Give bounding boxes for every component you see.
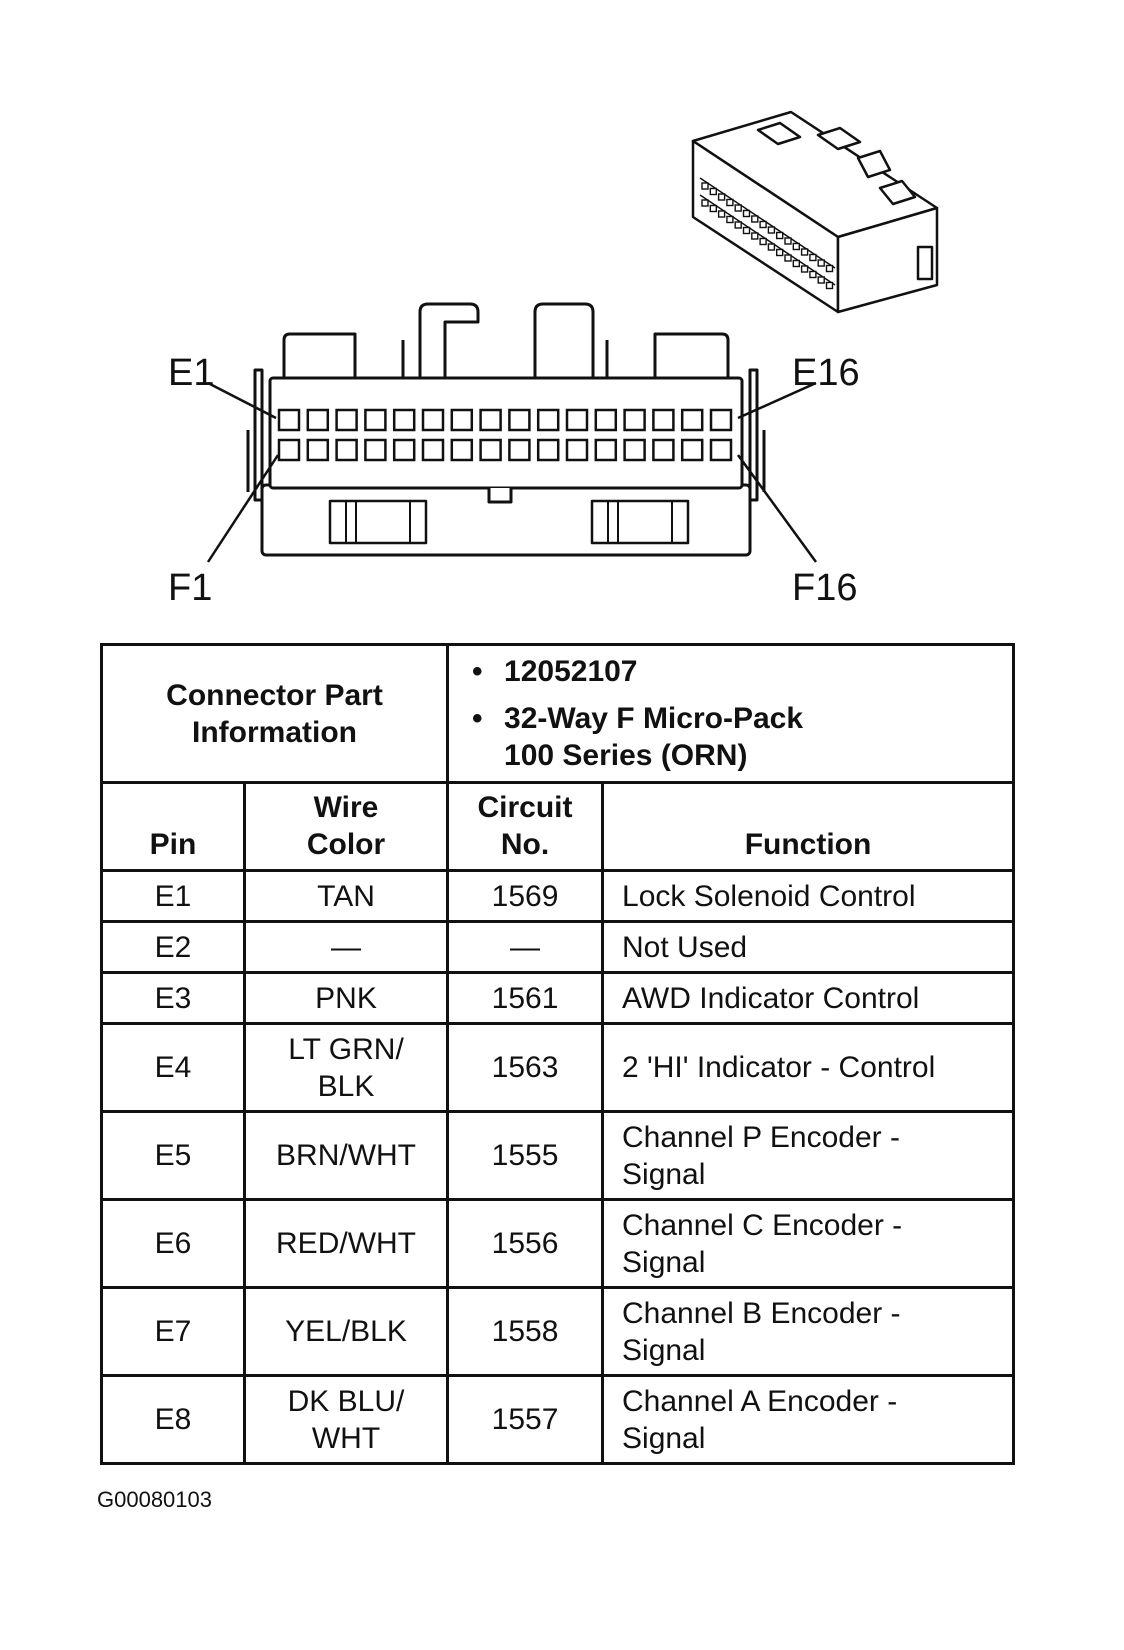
function-cell-text: Signal <box>622 1157 706 1191</box>
circuit-cell-text: 1558 <box>491 1315 559 1348</box>
3d-cavity <box>752 216 758 222</box>
function-cell <box>603 922 1014 973</box>
bullet: • <box>472 702 483 735</box>
pin-cell <box>102 871 245 922</box>
table-row <box>102 1376 1014 1464</box>
circuit-cell <box>448 1024 603 1112</box>
cavity-f1 <box>279 440 299 460</box>
pin-rows <box>102 871 1014 1464</box>
cavity-f8 <box>481 440 501 460</box>
table-row <box>102 922 1014 973</box>
cavity-f10 <box>538 440 558 460</box>
circuit-cell-text: 1569 <box>491 879 559 913</box>
3d-cavity <box>727 217 733 223</box>
3d-cavity <box>810 255 816 261</box>
3d-cavity <box>719 211 725 217</box>
pin-cell-text: E8 <box>154 1403 192 1436</box>
wire-color-cell <box>245 1288 448 1376</box>
bullet: • <box>472 655 483 688</box>
3d-cavity <box>768 244 774 250</box>
wire-color-cell-text: BRN/WHT <box>276 1139 416 1172</box>
connector-diagram <box>0 0 1124 640</box>
cavity-f12 <box>596 440 616 460</box>
3d-cavity <box>752 233 758 239</box>
wire-color-cell-text: BLK <box>317 1069 375 1103</box>
column-header-function: Function <box>603 783 1014 871</box>
wire-color-cell-text: WHT <box>311 1421 381 1455</box>
3d-cavity <box>744 211 750 217</box>
column-header-circuit <box>448 783 603 871</box>
pin-cell <box>102 973 245 1024</box>
circuit-cell-text: — <box>510 930 541 964</box>
function-cell <box>603 1376 1014 1464</box>
3d-cavity <box>735 222 741 228</box>
part-description-line2: 100 Series (ORN) <box>504 739 748 772</box>
cavity-f4 <box>365 440 385 460</box>
function-cell <box>603 1112 1014 1200</box>
function-cell <box>603 1288 1014 1376</box>
pin-cell-text: E3 <box>154 981 192 1015</box>
pin-cell <box>102 1024 245 1112</box>
function-cell-text: AWD Indicator Control <box>622 981 920 1015</box>
cavity-e12 <box>596 410 616 430</box>
column-header-wire-color <box>245 783 448 871</box>
function-cell-text: Channel A Encoder - <box>622 1384 898 1418</box>
wire-color-cell-text: DK BLU/ <box>287 1384 405 1418</box>
part-info-label <box>102 645 448 783</box>
cavity-e7 <box>452 410 472 430</box>
wire-color-cell-text: LT GRN/ <box>288 1032 404 1066</box>
cavity-f9 <box>509 440 529 460</box>
cavity-e1 <box>279 410 299 430</box>
cavity-e16 <box>711 410 731 430</box>
function-cell-text: 2 'HI' Indicator - Control <box>622 1051 936 1084</box>
part-info-label-line2: Information <box>192 715 357 749</box>
part-info-value <box>448 645 1014 783</box>
cavity-f7 <box>452 440 472 460</box>
cavity-f13 <box>625 440 645 460</box>
function-cell-text: Signal <box>622 1421 706 1455</box>
3d-cavity <box>802 249 808 255</box>
pin-cell <box>102 1376 245 1464</box>
3d-cavity <box>827 283 833 289</box>
circuit-cell-text: 1563 <box>491 1051 559 1084</box>
cavity-f3 <box>337 440 357 460</box>
pin-label-e16: E16 <box>792 352 860 394</box>
circuit-cell-text: 1561 <box>491 981 559 1015</box>
wire-color-cell-text: PNK <box>315 981 377 1015</box>
function-cell-text: Signal <box>622 1333 706 1367</box>
pin-label-e1: E1 <box>168 352 215 394</box>
3d-cavity <box>719 194 725 200</box>
connector-table <box>100 643 1015 1465</box>
part-number: 12052107 <box>504 655 638 688</box>
3d-cavity <box>777 233 783 239</box>
pin-cell <box>102 1200 245 1288</box>
pin-cell <box>102 1112 245 1200</box>
cavity-f14 <box>653 440 673 460</box>
wire-color-cell <box>245 1112 448 1200</box>
circuit-cell <box>448 1376 603 1464</box>
pin-cell <box>102 922 245 973</box>
3d-cavity <box>702 200 708 206</box>
circuit-cell <box>448 1112 603 1200</box>
3d-cavity <box>827 266 833 272</box>
table-row <box>102 1288 1014 1376</box>
cavity-e13 <box>625 410 645 430</box>
pin-cell-text: E2 <box>154 930 192 964</box>
3d-cavity <box>785 255 791 261</box>
function-cell-text: Signal <box>622 1245 706 1279</box>
function-cell-text: Channel C Encoder - <box>622 1208 903 1242</box>
function-cell <box>603 1024 1014 1112</box>
circuit-cell <box>448 973 603 1024</box>
3d-cavity <box>777 250 783 256</box>
3d-cavity <box>744 228 750 234</box>
wire-color-cell-text: — <box>331 930 361 964</box>
table-row <box>102 1200 1014 1288</box>
pin-cell-text: E6 <box>154 1227 192 1260</box>
3d-cavity <box>810 272 816 278</box>
cavity-f15 <box>682 440 702 460</box>
wire-color-cell-text: TAN <box>317 879 375 913</box>
table-row <box>102 871 1014 922</box>
function-cell <box>603 1200 1014 1288</box>
3d-cavity <box>710 189 716 195</box>
circuit-cell <box>448 1200 603 1288</box>
cavity-e8 <box>481 410 501 430</box>
column-header-wire-line2: Color <box>306 828 386 861</box>
3d-cavity <box>768 227 774 233</box>
3d-cavity <box>818 260 824 266</box>
column-header-circuit-line2: No. <box>500 828 550 861</box>
part-description-line <box>472 700 1004 774</box>
figure-id: G00080103 <box>97 1487 212 1512</box>
3d-cavity <box>702 183 708 189</box>
cavity-f5 <box>394 440 414 460</box>
cavity-f11 <box>567 440 587 460</box>
circuit-cell <box>448 1288 603 1376</box>
3d-cavity <box>710 206 716 212</box>
table-row <box>102 973 1014 1024</box>
3d-cavity <box>727 200 733 206</box>
table-row <box>102 1112 1014 1200</box>
column-header-pin: Pin <box>102 783 245 871</box>
column-header-circuit-line1: Circuit <box>477 791 573 824</box>
column-header-wire-line1: Wire <box>313 791 379 824</box>
pin-cell <box>102 1288 245 1376</box>
circuit-cell <box>448 871 603 922</box>
cavity-f6 <box>423 440 443 460</box>
circuit-cell <box>448 922 603 973</box>
circuit-cell-text: 1557 <box>491 1403 559 1436</box>
part-description-line1: 32-Way F Micro-Pack <box>504 702 804 735</box>
cavity-e15 <box>682 410 702 430</box>
cavity-e10 <box>538 410 558 430</box>
function-cell-text: Channel B Encoder - <box>622 1296 901 1330</box>
wire-color-cell <box>245 1200 448 1288</box>
cavity-e5 <box>394 410 414 430</box>
circuit-cell-text: 1555 <box>491 1139 559 1172</box>
column-header-row <box>102 783 1014 871</box>
cavity-e2 <box>308 410 328 430</box>
function-cell <box>603 871 1014 922</box>
part-info-row <box>102 645 1014 783</box>
pin-cell-text: E4 <box>154 1051 192 1084</box>
3d-cavity <box>760 239 766 245</box>
table-row <box>102 1024 1014 1112</box>
part-info-label-line1: Connector Part <box>166 678 383 712</box>
pin-cell-text: E5 <box>154 1139 192 1172</box>
circuit-cell-text: 1556 <box>491 1227 559 1260</box>
wire-color-cell <box>245 1024 448 1112</box>
cavity-e3 <box>337 410 357 430</box>
function-cell-text: Not Used <box>622 930 748 964</box>
3d-cavity <box>785 238 791 244</box>
wire-color-cell <box>245 973 448 1024</box>
3d-cavity <box>818 277 824 283</box>
wire-color-cell <box>245 871 448 922</box>
cavity-e4 <box>365 410 385 430</box>
function-cell-text: Lock Solenoid Control <box>622 879 916 913</box>
3d-cavity <box>760 222 766 228</box>
3d-cavity <box>802 266 808 272</box>
function-cell-text: Channel P Encoder - <box>622 1120 900 1154</box>
wire-color-cell-text: YEL/BLK <box>285 1315 407 1348</box>
pin-cell-text: E1 <box>154 879 192 913</box>
cavity-e9 <box>509 410 529 430</box>
pin-label-f16: F16 <box>792 567 858 609</box>
wire-color-cell <box>245 922 448 973</box>
cavity-e6 <box>423 410 443 430</box>
cavity-f16 <box>711 440 731 460</box>
cavity-e11 <box>567 410 587 430</box>
pin-label-f1: F1 <box>168 567 213 609</box>
3d-cavity <box>735 205 741 211</box>
pin-cell-text: E7 <box>154 1315 192 1348</box>
cavity-e14 <box>653 410 673 430</box>
part-number-line <box>472 653 1004 690</box>
cavity-f2 <box>308 440 328 460</box>
3d-cavity <box>793 261 799 267</box>
connector-3d-view <box>693 112 937 312</box>
wire-color-cell-text: RED/WHT <box>276 1227 416 1260</box>
wire-color-cell <box>245 1376 448 1464</box>
3d-cavity <box>793 244 799 250</box>
function-cell <box>603 973 1014 1024</box>
